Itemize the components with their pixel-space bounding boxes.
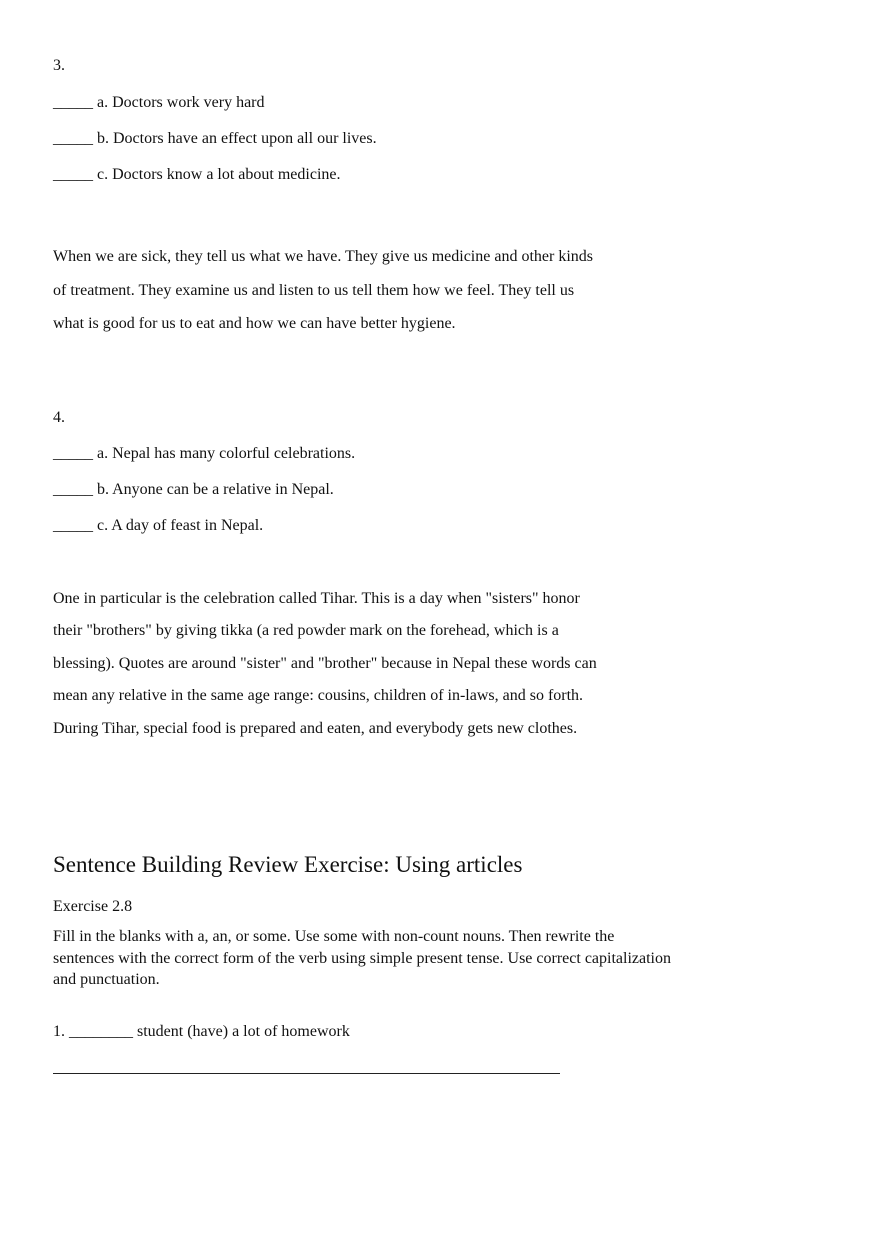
option-text: b. Doctors have an effect upon all our lives. bbox=[93, 130, 377, 147]
option-text: a. Doctors work very hard bbox=[93, 94, 265, 111]
option-text: b. Anyone can be a relative in Nepal. bbox=[93, 481, 334, 498]
option-text: a. Nepal has many colorful celebrations. bbox=[93, 445, 356, 462]
exercise-item-1 bbox=[53, 1023, 350, 1041]
section-heading: Sentence Building Review Exercise: Using articles bbox=[53, 852, 523, 877]
answer-blank[interactable]: _____ bbox=[53, 94, 93, 111]
question-4-option-b bbox=[53, 481, 334, 499]
option-text: c. Doctors know a lot about medicine. bbox=[93, 166, 341, 183]
item-text: student (have) a lot of homework bbox=[133, 1023, 350, 1040]
paragraph-line: mean any relative in the same age range: cousins, children of in-laws, and so forth. bbox=[53, 687, 584, 704]
question-3-option-a bbox=[53, 94, 265, 112]
paragraph-line: their "brothers" by giving tikka (a red powder mark on the forehead, which is a bbox=[53, 622, 559, 639]
answer-blank[interactable]: ________ bbox=[69, 1023, 133, 1040]
paragraph-line: of treatment. They examine us and listen to us tell them how we feel. They tell us bbox=[53, 282, 575, 299]
option-text: c. A day of feast in Nepal. bbox=[93, 517, 264, 534]
paragraph-line: what is good for us to eat and how we can have better hygiene. bbox=[53, 315, 456, 332]
paragraph-line: When we are sick, they tell us what we have. They give us medicine and other kinds bbox=[53, 248, 593, 265]
answer-blank[interactable]: _____ bbox=[53, 481, 93, 498]
paragraph-line: During Tihar, special food is prepared and eaten, and everybody gets new clothes. bbox=[53, 720, 578, 737]
answer-blank[interactable]: _____ bbox=[53, 166, 93, 183]
question-3-option-b bbox=[53, 130, 377, 148]
question-4-option-a bbox=[53, 445, 355, 463]
exercise-label: Exercise 2.8 bbox=[53, 898, 133, 915]
item-number: 1. bbox=[53, 1023, 69, 1040]
question-3-number: 3. bbox=[53, 57, 65, 74]
answer-writing-line[interactable] bbox=[53, 1073, 560, 1074]
question-4-number: 4. bbox=[53, 409, 65, 426]
question-4-option-c bbox=[53, 517, 263, 535]
exercise-instructions: Fill in the blanks with a, an, or some. Use some with non-count nouns. Then rewrite the sentences with the correct form of the verb using simple present tense. Use correct capitalization and punctuation. bbox=[53, 928, 671, 988]
answer-blank[interactable]: _____ bbox=[53, 445, 93, 462]
paragraph-line: One in particular is the celebration called Tihar. This is a day when "sisters" honor bbox=[53, 590, 580, 607]
answer-blank[interactable]: _____ bbox=[53, 517, 93, 534]
answer-blank[interactable]: _____ bbox=[53, 130, 93, 147]
question-3-option-c bbox=[53, 166, 341, 184]
paragraph-line: blessing). Quotes are around "sister" and "brother" because in Nepal these words can bbox=[53, 655, 597, 672]
